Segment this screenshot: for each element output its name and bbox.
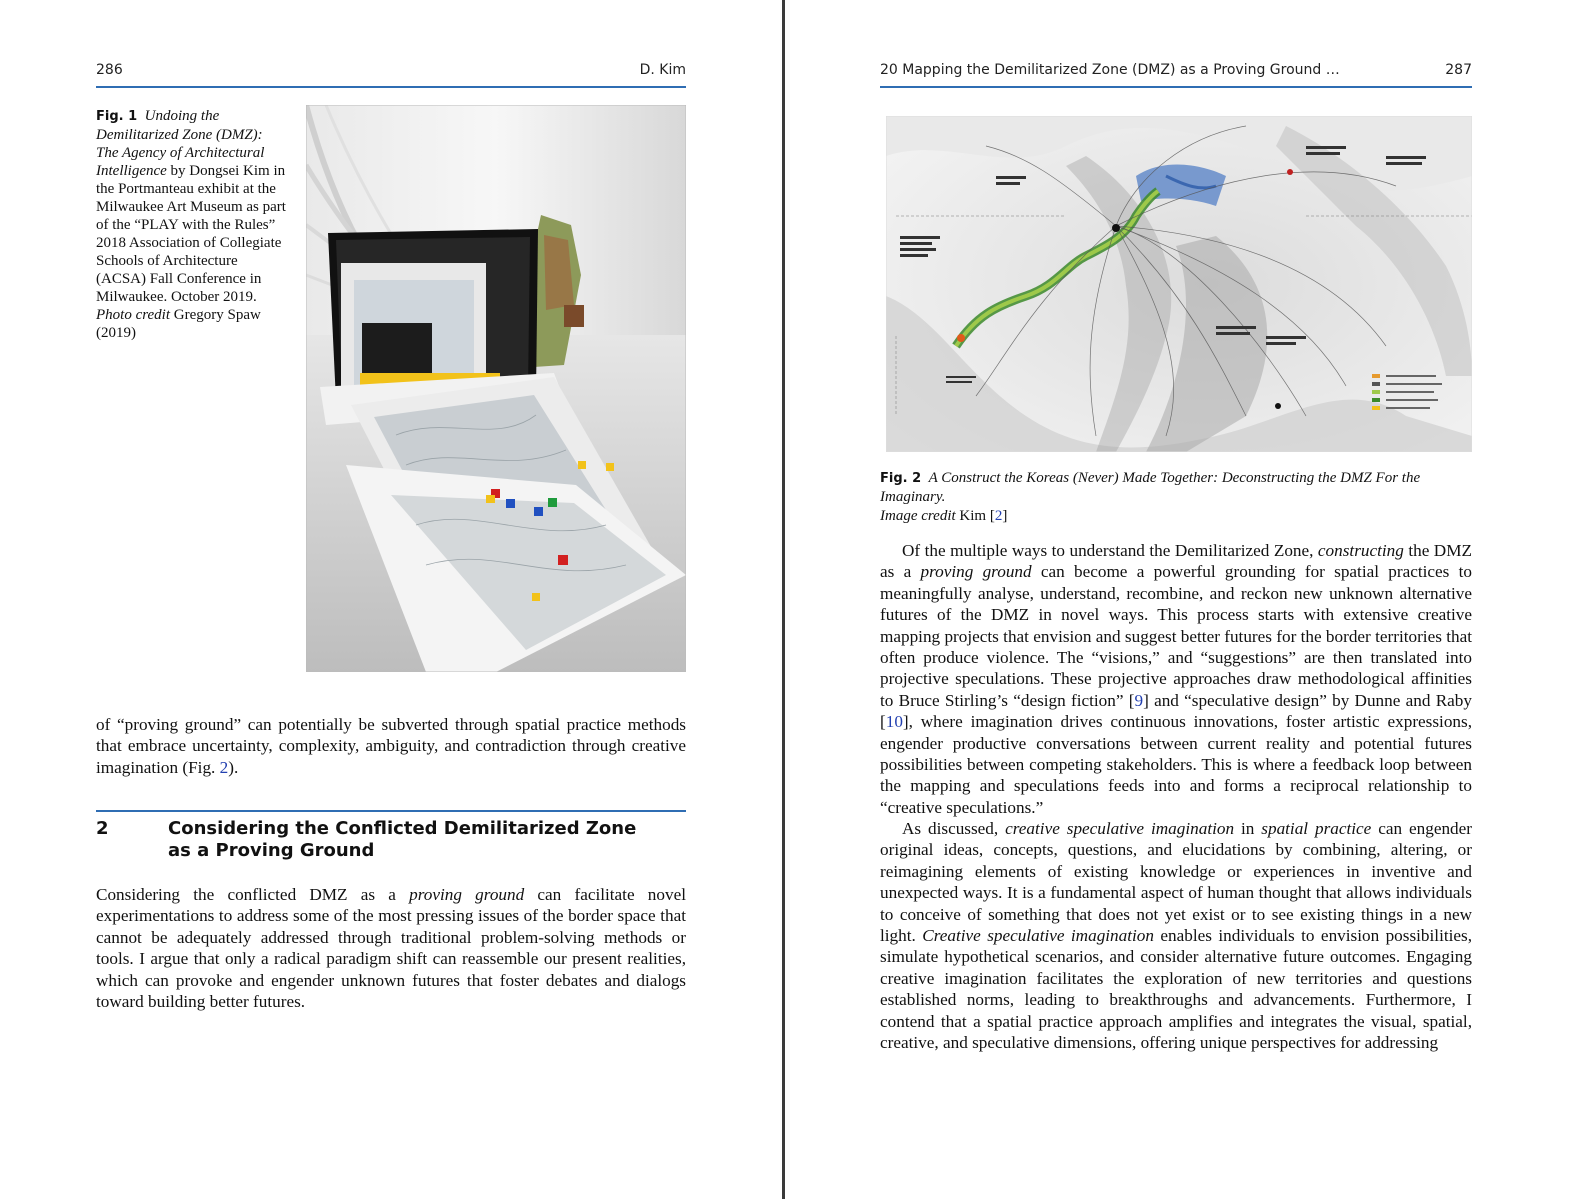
text-run: in <box>1234 819 1262 838</box>
image-credit-name: Kim [ <box>955 508 995 524</box>
section-title-line-2: as a Proving Ground <box>168 840 375 861</box>
header-rule <box>96 86 686 88</box>
page-number: 286 <box>96 62 123 78</box>
text-run: As discussed, <box>902 819 1006 838</box>
figure-2-caption <box>880 469 1474 526</box>
italic-term: Creative speculative imagination <box>922 926 1154 946</box>
running-header-right <box>880 62 1472 78</box>
text-run: Of the multiple ways to understand the Demilitarized Zone, <box>902 541 1318 560</box>
reference-link-10[interactable]: 10 <box>885 712 903 732</box>
text-run: can facilitate novel experimentations to address some of the most pressing issues of the border space that cannot be adequately addressed through traditional problem-solving methods or tools. I argue that only a radical paradigm shift can reassemble our present realities, which can provoke and engender unknown futures that foster debates and dialogs toward building better futures. <box>96 885 686 1012</box>
italic-term: proving ground <box>409 885 525 904</box>
figure-label: Fig. 2 <box>880 471 922 486</box>
reference-link-9[interactable]: 9 <box>1134 690 1144 710</box>
section-paragraph <box>96 884 686 1012</box>
text-run: ] and “speculative design” by Dunne and Raby [ <box>880 690 1472 732</box>
paragraph-text: of “proving ground” can potentially be subverted through spatial practice methods that embrace uncertainty, complexity, ambiguity, and contradiction through creative imagination (Fig. <box>96 715 686 777</box>
figure-2-map <box>886 116 1472 452</box>
caption-text: by Dongsei Kim in the Portmanteau exhibit at the Milwaukee Art Museum as part of the “PLAY with the Rules” 2018 Association of Collegiate Schools of Architecture (ACSA) Fall Conference in Milwaukee. October 2019. <box>96 163 286 305</box>
photo-credit-label: Photo credit <box>96 307 171 323</box>
reference-link-2[interactable]: 2 <box>994 508 1003 524</box>
figure-1-caption <box>96 107 286 342</box>
figure-2-link[interactable]: 2 <box>219 757 229 777</box>
paragraph-continuation <box>96 714 686 778</box>
running-head-author: D. Kim <box>639 62 686 78</box>
chapter-running-head: 20 Mapping the Demilitarized Zone (DMZ) as a Proving Ground … <box>880 62 1340 78</box>
book-spine <box>782 0 785 1199</box>
italic-term: proving ground <box>920 562 1032 582</box>
right-paragraph-2 <box>880 818 1472 1053</box>
section-title <box>168 818 648 862</box>
text-run: Considering the conflicted DMZ as a <box>96 885 410 904</box>
figure-1-photo <box>306 105 686 672</box>
image-credit-label: Image credit <box>880 508 956 524</box>
italic-term: creative speculative imagination <box>1005 819 1235 838</box>
italic-term: spatial practice <box>1261 819 1372 838</box>
left-page <box>0 0 782 1199</box>
figure-title: Undoing the Demilitarized Zone (DMZ): The Agency of Architectural Intelligence <box>96 108 265 179</box>
photo-credit-name: Gregory Spaw (2019) <box>96 307 261 341</box>
right-paragraph-1 <box>880 540 1472 818</box>
text-run: the DMZ as a <box>880 541 1473 582</box>
paragraph-end: ). <box>228 757 239 777</box>
section-rule <box>96 810 686 812</box>
section-title-line-1: Considering the Conflicted Demilitarized Zone <box>168 818 637 839</box>
running-header-left <box>96 62 686 78</box>
page-number: 287 <box>1445 62 1472 78</box>
text-run: enables individuals to envision possibilities, simulate hypothetical scenarios, and consider alternative future outcomes. Engaging creative imagination facilitates the exploration of new territories and questions established norms, leading to breakthroughs and advancements. Furthermore, I contend that a spatial practice approach amplifies and integrates the visual, spatial, creative, and speculative dimensions, offering unique perspectives for addressing <box>880 926 1473 1053</box>
header-rule <box>880 86 1472 88</box>
text-run: can become a powerful grounding for spatial practices to meaningfully analyse, understand, recombine, and reckon new unknown alternative futures of the DMZ in novel ways. This process starts with extensive creative mapping projects that envision and suggest better futures for the border territories that often produce violence. The “visions,” and “suggestions” are then translated into projective speculations. These projective approaches draw methodological affinities to Bruce Stirling’s “design fiction” [ <box>880 562 1472 710</box>
italic-term: constructing <box>1317 541 1404 560</box>
text-run: can engender original ideas, concepts, questions, and elucidations by combining, altering, or reimagining elements of existing knowledge or experiences in inventive and unexpected ways. It is a fundamental aspect of human thought that allows individuals to conceive of something that does not yet exist or to see existing things in a new light. <box>880 819 1472 946</box>
text-run: ], where imagination drives continuous innovations, foster artistic expressions, engender productive conversations between current reality and potential futures possibilities between competing stakeholders. This is where a feedback loop between the mapping and speculations feeds into and forms a reciprocal relationship to “creative speculations.” <box>880 712 1472 817</box>
section-number: 2 <box>96 818 109 839</box>
figure-label: Fig. 1 <box>96 109 138 124</box>
figure-title: A Construct the Koreas (Never) Made Together: Deconstructing the DMZ For the Imaginary. <box>880 470 1421 505</box>
bracket-close: ] <box>1002 508 1008 524</box>
